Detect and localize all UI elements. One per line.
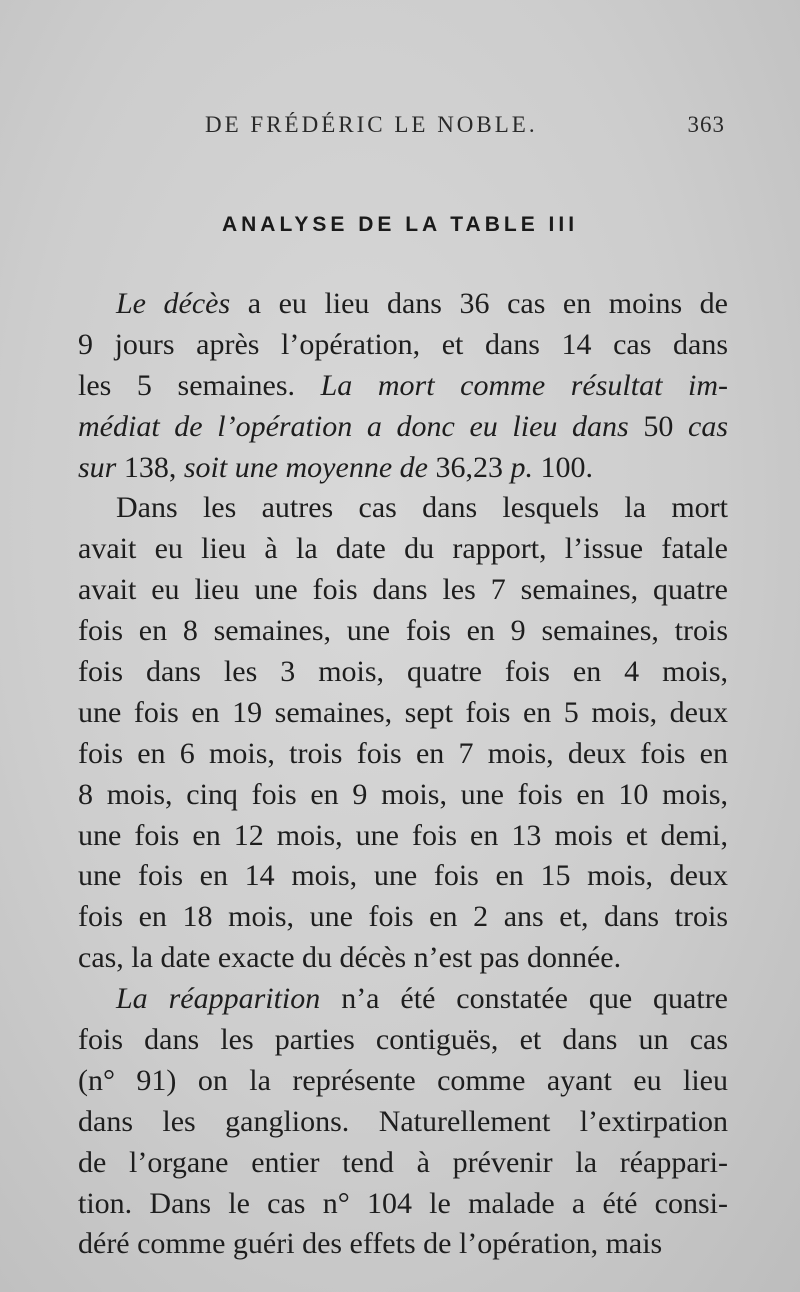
text-line bbox=[78, 284, 728, 325]
text-run: une fois en 19 semaines, sept fois en 5 mois, deux bbox=[78, 695, 728, 729]
paragraph bbox=[78, 488, 728, 979]
italic-text: cas bbox=[688, 409, 728, 443]
text-line bbox=[78, 938, 728, 979]
text-line bbox=[78, 448, 728, 489]
italic-text: La mort comme résultat im- bbox=[320, 368, 729, 402]
text-run: fois en 8 semaines, une fois en 9 semaines, trois bbox=[78, 614, 728, 648]
text-line bbox=[78, 775, 728, 816]
text-run: 138, bbox=[116, 450, 184, 484]
running-head bbox=[0, 112, 800, 144]
text-line bbox=[78, 529, 728, 570]
paragraph bbox=[78, 284, 728, 488]
text-run: de l’organe entier tend à prévenir la réappari- bbox=[78, 1145, 728, 1179]
text-line bbox=[78, 366, 728, 407]
text-line bbox=[78, 816, 728, 857]
text-run: cas, la date exacte du décès n’est pas donnée. bbox=[78, 941, 622, 975]
text-run: les 5 semaines. bbox=[78, 368, 321, 402]
text-line bbox=[78, 897, 728, 938]
text-run: 100. bbox=[532, 450, 593, 484]
text-line bbox=[78, 1224, 728, 1265]
text-run: Dans les autres cas dans lesquels la mort bbox=[116, 491, 728, 525]
text-line bbox=[78, 570, 728, 611]
text-run: fois dans les 3 mois, quatre fois en 4 mois, bbox=[78, 655, 728, 689]
text-run: déré comme guéri des effets de l’opération, mais bbox=[78, 1227, 663, 1261]
text-run: fois en 18 mois, une fois en 2 ans et, dans trois bbox=[78, 900, 728, 934]
text-run: une fois en 14 mois, une fois en 15 mois, deux bbox=[78, 859, 728, 893]
text-line bbox=[78, 1102, 728, 1143]
text-run: avait eu lieu une fois dans les 7 semaines, quatre bbox=[78, 573, 728, 607]
text-run: 9 jours après l’opération, et dans 14 cas dans bbox=[78, 327, 728, 361]
text-line bbox=[78, 652, 728, 693]
text-line bbox=[78, 693, 728, 734]
text-run: tion. Dans le cas n° 104 le malade a été consi- bbox=[78, 1186, 728, 1220]
section-title: ANALYSE DE LA TABLE III bbox=[221, 213, 579, 236]
text-run: une fois en 12 mois, une fois en 13 mois et demi, bbox=[78, 818, 728, 852]
text-run: fois dans les parties contiguës, et dans un cas bbox=[78, 1023, 728, 1057]
text-run: n’a été constatée que quatre bbox=[320, 982, 729, 1016]
text-run: fois en 6 mois, trois fois en 7 mois, deux fois en bbox=[78, 736, 728, 770]
text-line bbox=[78, 1143, 728, 1184]
text-run: 8 mois, cinq fois en 9 mois, une fois en 10 mois, bbox=[78, 777, 728, 811]
text-line bbox=[78, 979, 728, 1020]
text-line bbox=[78, 407, 728, 448]
text-line bbox=[78, 1184, 728, 1225]
italic-text: médiat de l’opération a donc eu lieu dans bbox=[78, 409, 629, 443]
italic-text: p. bbox=[510, 450, 533, 484]
text-line bbox=[78, 1061, 728, 1102]
italic-text: Le décès bbox=[116, 287, 231, 320]
page-number: 363 bbox=[687, 112, 725, 137]
body-text bbox=[78, 284, 728, 1265]
text-run: dans les ganglions. Naturellement l’extirpation bbox=[78, 1104, 728, 1138]
italic-text: sur bbox=[78, 450, 117, 484]
italic-text: La réapparition bbox=[116, 982, 321, 1016]
text-line bbox=[78, 325, 728, 366]
text-run: (n° 91) on la représente comme ayant eu lieu bbox=[78, 1063, 728, 1097]
paragraph bbox=[78, 979, 728, 1265]
text-run: avait eu lieu à la date du rapport, l’issue fatale bbox=[78, 532, 728, 566]
text-line bbox=[78, 611, 728, 652]
italic-text: soit une moyenne de bbox=[183, 450, 428, 484]
text-line bbox=[78, 856, 728, 897]
text-run: 36,23 bbox=[427, 450, 511, 484]
text-line bbox=[78, 734, 728, 775]
running-title: DE FRÉDÉRIC LE NOBLE. bbox=[205, 112, 538, 137]
text-run: 50 bbox=[628, 409, 688, 443]
text-run: a eu lieu dans 36 cas en moins de bbox=[230, 287, 728, 320]
text-line bbox=[78, 488, 728, 529]
text-line bbox=[78, 1020, 728, 1061]
